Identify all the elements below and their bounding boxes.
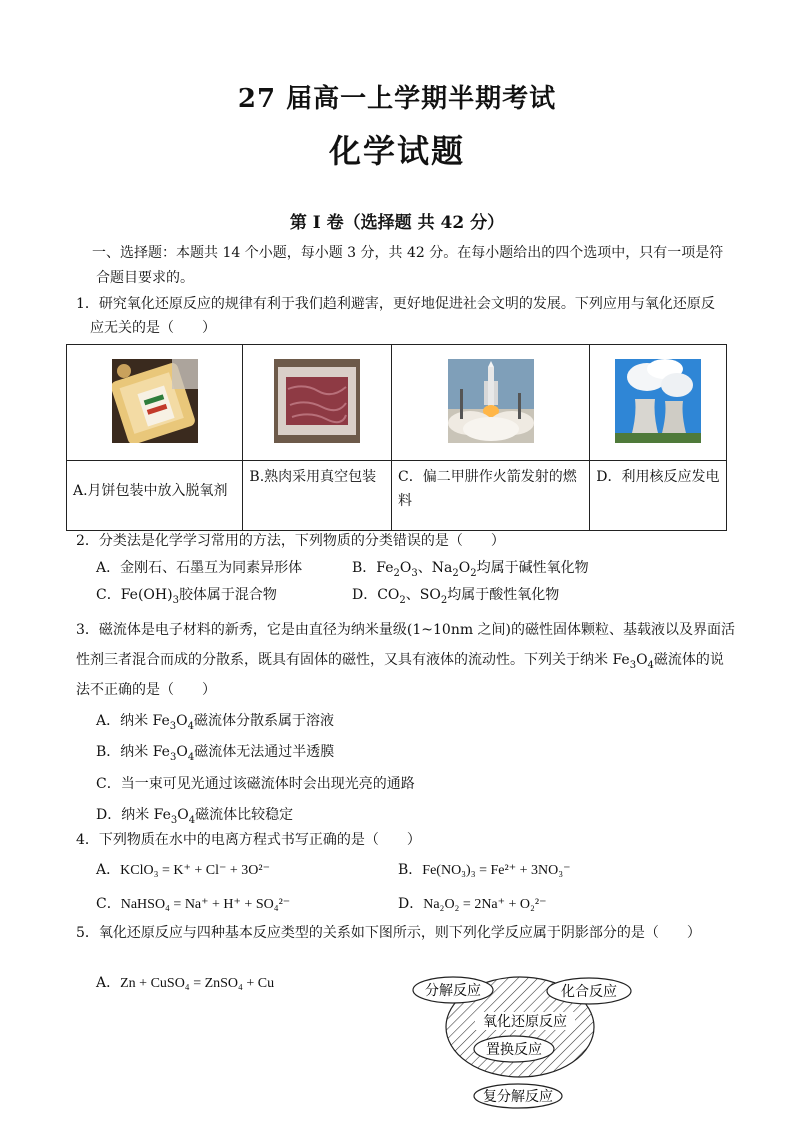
q3-b-sub-2: 4 [187, 751, 195, 763]
q2-stem: 2．分类法是化学学习常用的方法，下列物质的分类错误的是（ ） [76, 533, 505, 549]
q4-b-equation: Fe(NO₃)₃ = Fe²⁺ + 3NO₃⁻ [422, 863, 571, 878]
q1-option-a-label: A.月饼包装中放入脱氧剂 [73, 483, 228, 499]
q3-option-c[interactable]: C．当一束可见光通过该磁流体时会出现光亮的通路 [96, 776, 415, 792]
q1-image-cell-a [67, 345, 243, 461]
q4-c-label: C． [96, 896, 121, 912]
section-title: 第 I 卷（选择题 共 42 分） [289, 213, 505, 233]
q2-option-d[interactable] [352, 585, 559, 605]
q3-d-text-2: O [177, 807, 189, 823]
q3-option-b[interactable] [96, 742, 334, 762]
q3-stem-sub-1: 3 [629, 659, 637, 671]
q3-stem-line2-text-2: O [636, 652, 648, 668]
q3-option-a[interactable] [96, 711, 334, 731]
q2-b-text-5: 均属于碱性氧化物 [476, 560, 589, 576]
q3-a-sub-2: 4 [187, 720, 195, 732]
q4-d-label: D． [398, 896, 424, 912]
q2-d-text-2: 、SO [405, 587, 441, 603]
q3-b-sub-1: 3 [169, 751, 177, 763]
q4-option-b[interactable] [398, 860, 570, 881]
instructions-line1: 一、选择题：本题共 14 个小题，每小题 3 分，共 42 分。在每小题给出的四个选项中，只有一项是符 [92, 245, 724, 261]
exam-title: 27 届高一上学期半期考试 [237, 84, 557, 114]
q1-option-a[interactable] [67, 461, 243, 531]
q4-stem: 4．下列物质在水中的电离方程式书写正确的是（ ） [76, 832, 421, 848]
exam-subject: 化学试题 [328, 132, 465, 170]
q2-d-sub-1: 2 [399, 594, 406, 606]
q4-c-equation: NaHSO₄ = Na⁺ + H⁺ + SO₄²⁻ [120, 897, 291, 912]
q2-d-sub-2: 2 [440, 594, 448, 606]
q4-a-label: A． [96, 862, 121, 878]
q2-b-text-1: B．Fe [352, 560, 394, 576]
q3-stem-sub-2: 4 [647, 659, 654, 671]
q2-b-sub-2: 3 [411, 567, 418, 579]
reaction-type-venn-diagram [405, 972, 645, 1112]
q2-c-sub: 3 [172, 594, 179, 606]
q3-d-sub-1: 3 [170, 814, 178, 826]
q3-d-text-1: D．纳米 Fe [96, 807, 171, 823]
q4-option-a[interactable] [96, 860, 270, 881]
q2-b-text-3: 、Na [417, 560, 453, 576]
q3-a-sub-1: 3 [169, 720, 177, 732]
q2-c-text-1: C．Fe(OH) [96, 587, 173, 603]
q1-image-cell-b [243, 345, 392, 461]
instructions-line2: 合题目要求的。 [96, 270, 194, 286]
q4-a-equation: KClO₃ = K⁺ + Cl⁻ + 3O²⁻ [120, 863, 270, 878]
q1-options-table [66, 344, 727, 531]
q3-d-text-3: 磁流体比较稳定 [195, 807, 294, 823]
mooncake-package-photo [112, 359, 198, 443]
q3-stem-line1: 3．磁流体是电子材料的新秀，它是由直径为纳米量级(1~10nm 之间)的磁性固体颗粒、基载液以及界面活 [76, 622, 736, 638]
q2-option-a[interactable]: A．金刚石、石墨互为同素异形体 [96, 560, 303, 576]
q3-d-sub-2: 4 [188, 814, 196, 826]
q2-d-text-3: 均属于酸性氧化物 [447, 587, 560, 603]
q2-c-text-2: 胶体属于混合物 [178, 587, 277, 603]
q1-option-b-label: B.熟肉采用真空包装 [249, 469, 377, 485]
q3-a-text-1: A．纳米 Fe [96, 713, 170, 729]
q2-b-sub-1: 2 [393, 567, 400, 579]
q2-option-b[interactable] [352, 558, 589, 578]
cooling-tower-photo [615, 359, 701, 443]
q4-b-label: B． [398, 862, 423, 878]
q2-d-text-1: D．CO [352, 587, 400, 603]
q3-stem-line2 [76, 650, 724, 670]
q1-option-c-label-line2: 料 [398, 493, 413, 509]
q1-stem-line2: 应无关的是（ ） [90, 320, 216, 336]
q2-b-sub-4: 2 [470, 567, 477, 579]
q2-b-text-2: O [399, 560, 412, 576]
venn-label-redox: 氧化还原反应 [483, 1014, 567, 1030]
q3-option-d[interactable] [96, 805, 293, 825]
q3-b-text-2: O [176, 744, 188, 760]
q1-option-b[interactable] [243, 461, 392, 531]
q5-a-equation: Zn + CuSO₄ = ZnSO₄ + Cu [120, 976, 275, 991]
rocket-launch-photo [448, 359, 534, 443]
q3-stem-line2-text-1: 性剂三者混合而成的分散系，既具有固体的磁性，又具有液体的流动性。下列关于纳米 Fe [76, 652, 630, 668]
q2-option-c[interactable] [96, 585, 277, 605]
q2-b-sub-3: 2 [452, 567, 459, 579]
venn-label-double-displacement: 复分解反应 [483, 1089, 553, 1105]
q3-b-text-1: B．纳米 Fe [96, 744, 170, 760]
vacuum-packed-meat-photo [274, 359, 360, 443]
q3-a-text-2: O [176, 713, 188, 729]
q1-option-d[interactable] [590, 461, 727, 531]
q2-b-text-4: O [458, 560, 471, 576]
q4-option-d[interactable] [398, 894, 547, 915]
q5-option-a[interactable] [96, 973, 274, 994]
q1-image-cell-d [590, 345, 727, 461]
q5-a-label: A． [96, 975, 121, 991]
q1-option-c[interactable] [392, 461, 590, 531]
q4-option-c[interactable] [96, 894, 290, 915]
q5-stem: 5．氧化还原反应与四种基本反应类型的关系如下图所示，则下列化学反应属于阴影部分的是（ ） [76, 925, 701, 941]
q3-stem-line2-text-3: 磁流体的说 [653, 652, 724, 668]
q1-image-cell-c [392, 345, 590, 461]
venn-label-displacement: 置换反应 [486, 1042, 542, 1058]
q1-option-d-label: D．利用核反应发电 [596, 469, 720, 485]
venn-label-combination: 化合反应 [561, 984, 617, 1000]
q1-option-c-label-line1: C．偏二甲肼作火箭发射的燃 [398, 469, 577, 485]
q3-stem-line3: 法不正确的是（ ） [76, 682, 216, 698]
q1-stem-line1: 1．研究氧化还原反应的规律有利于我们趋利避害，更好地促进社会文明的发展。下列应用与氧化还原反 [76, 296, 715, 312]
q4-d-equation: Na₂O₂ = 2Na⁺ + O₂²⁻ [423, 897, 547, 912]
venn-label-decomposition: 分解反应 [425, 983, 481, 999]
q3-b-text-3: 磁流体无法通过半透膜 [194, 744, 335, 760]
q3-a-text-3: 磁流体分散系属于溶液 [194, 713, 335, 729]
